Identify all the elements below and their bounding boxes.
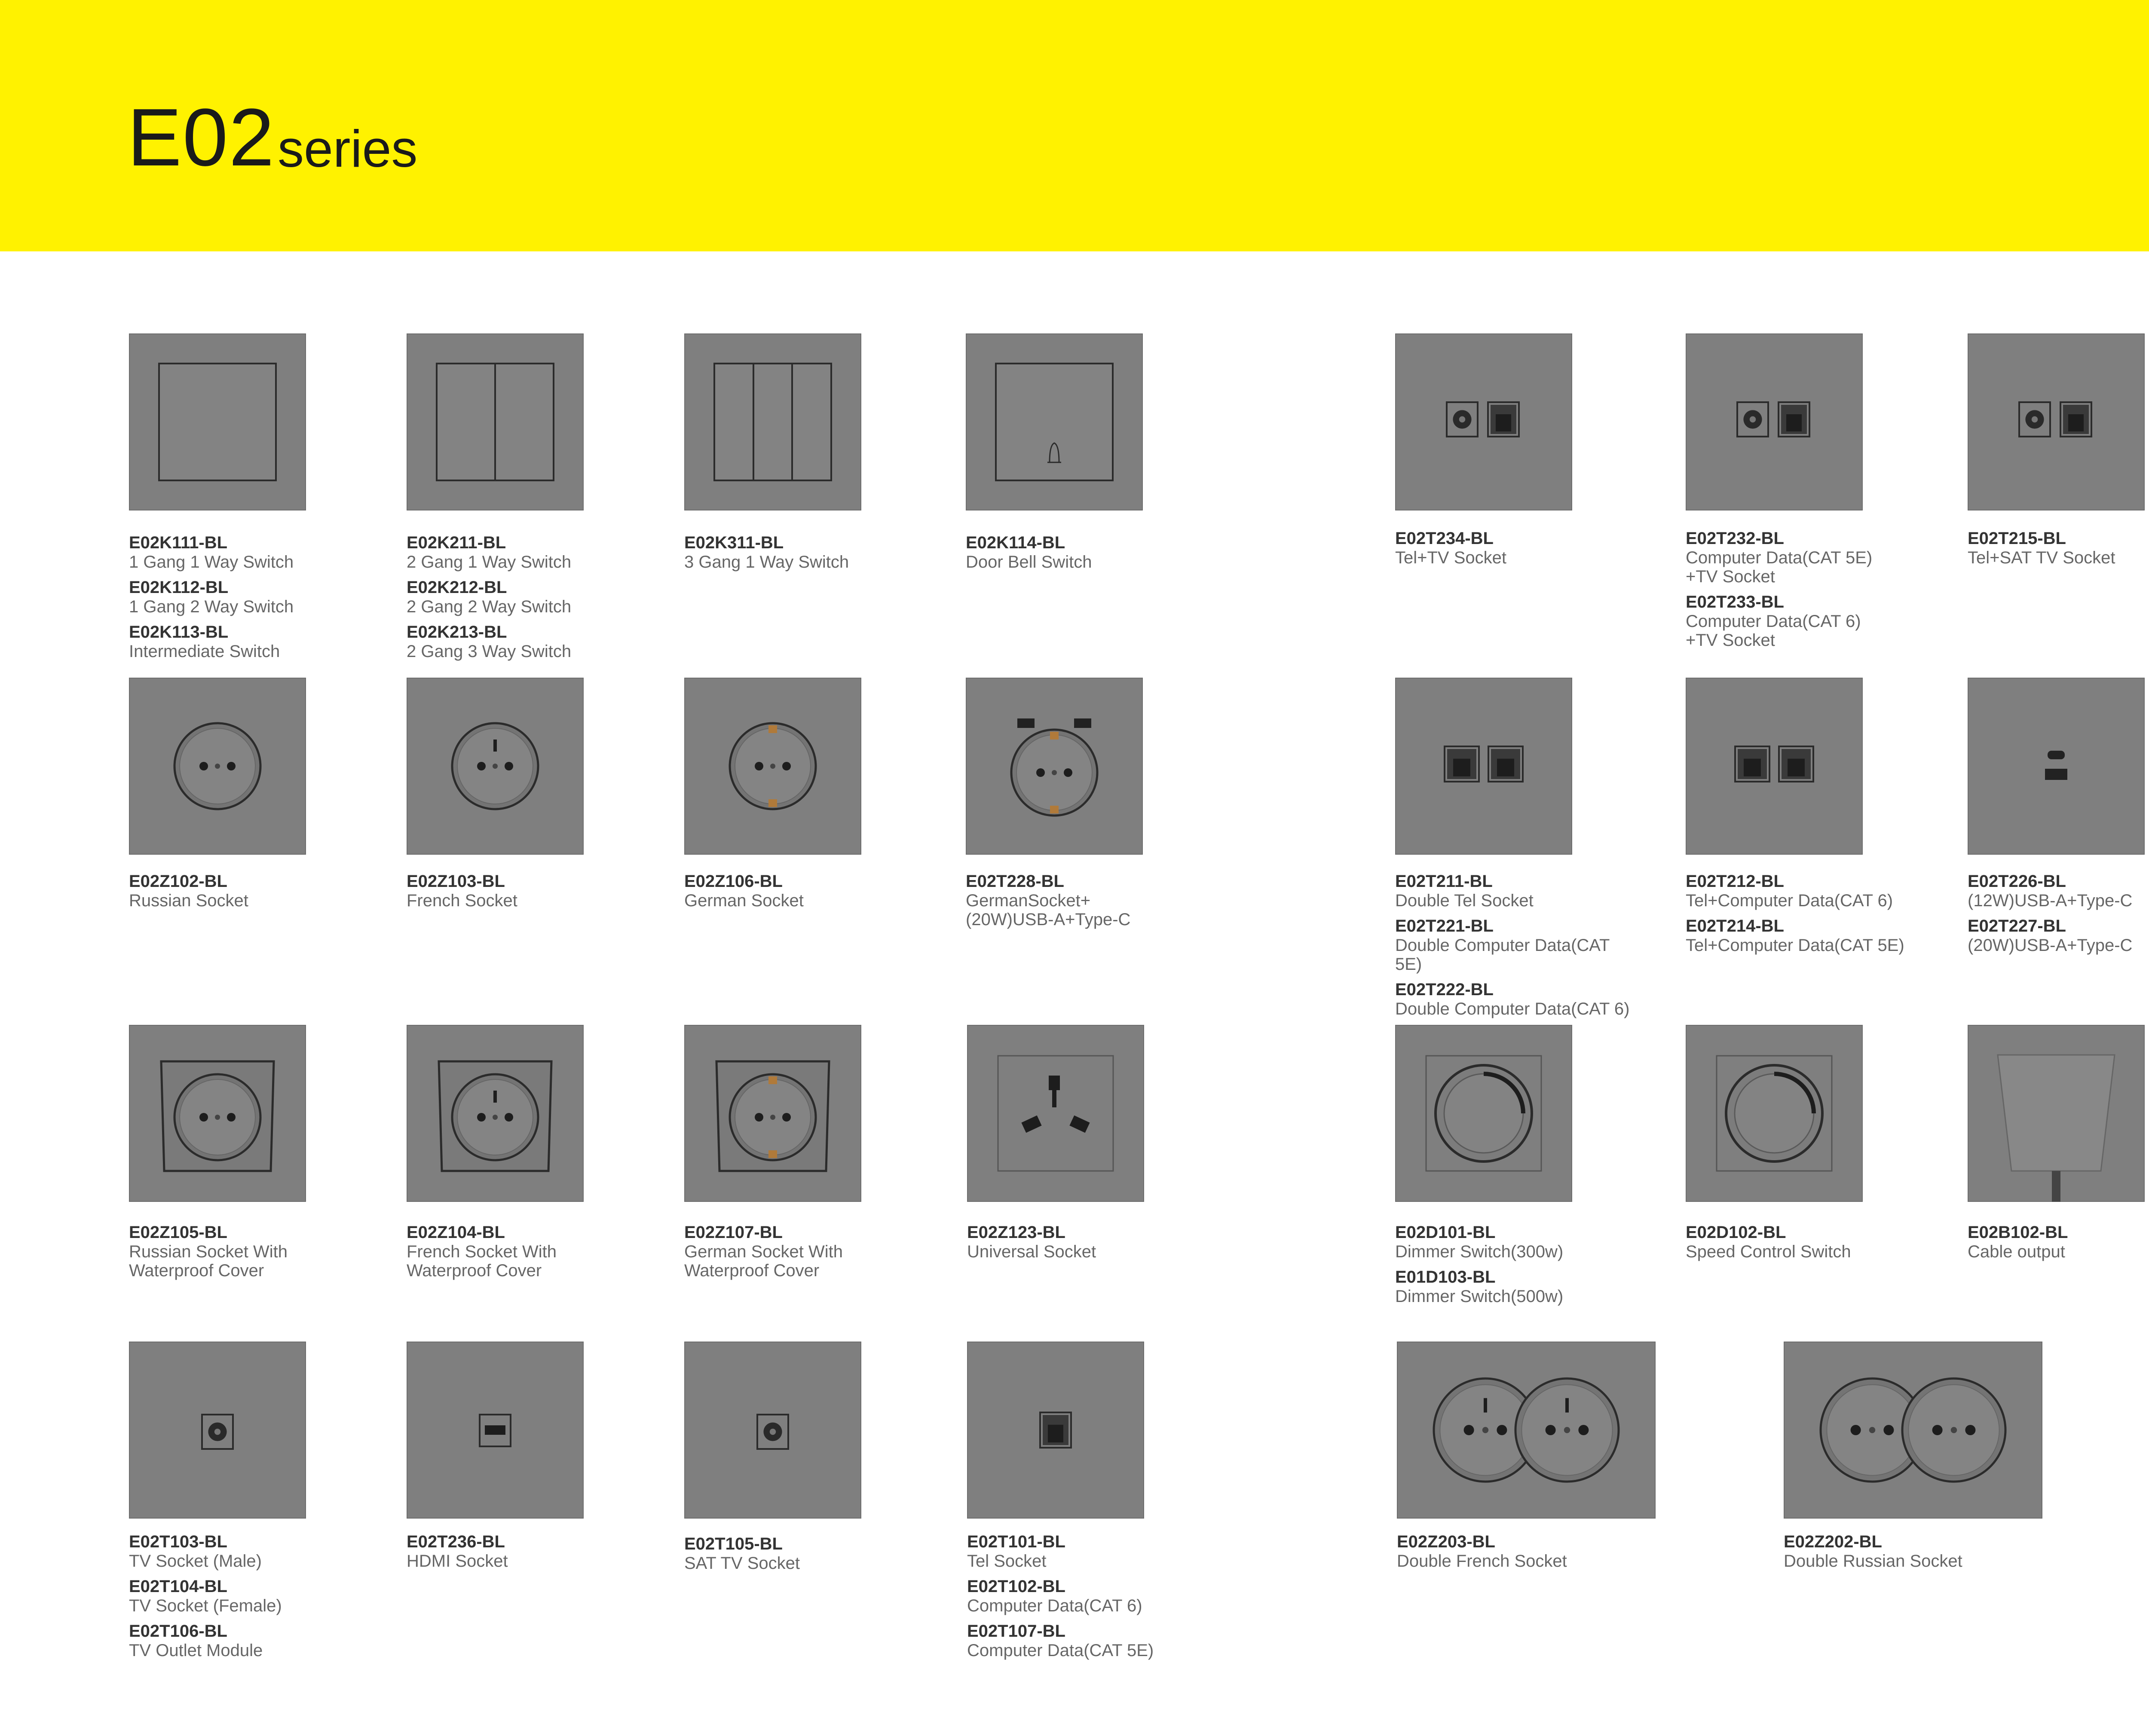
- product-caption-z203: [1397, 1532, 1638, 1577]
- product-illustration: [129, 1025, 306, 1202]
- product-illustration: [1397, 1342, 1656, 1519]
- product-image-z105: [129, 1025, 306, 1202]
- product-image-k311: [684, 333, 861, 510]
- product-caption-t226: [1968, 871, 2149, 961]
- product-description: German Socket With Waterproof Cover: [684, 1242, 843, 1280]
- product-illustration: [1395, 1025, 1572, 1202]
- product-illustration: [967, 1025, 1144, 1202]
- product-description: (12W)USB-A+Type-C: [1968, 891, 2133, 910]
- product-description: Double Computer Data(CAT 6): [1395, 999, 1630, 1018]
- product-image-t105: [684, 1342, 861, 1519]
- product-image-z107: [684, 1025, 861, 1202]
- product-caption-t232: [1686, 529, 1926, 656]
- product-description: SAT TV Socket: [684, 1554, 800, 1573]
- product-description: Double Tel Socket: [1395, 891, 1534, 910]
- product-caption-t228: [966, 871, 1206, 935]
- product-illustration: [684, 333, 861, 510]
- product-caption-z202: [1784, 1532, 2024, 1577]
- product-image-t236: [407, 1342, 584, 1519]
- product-illustration: [129, 333, 306, 510]
- product-description: Tel+TV Socket: [1395, 548, 1507, 567]
- product-image-d102: [1686, 1025, 1863, 1202]
- product-description: Double Russian Socket: [1784, 1552, 1962, 1571]
- product-code: E02K212-BL: [407, 578, 507, 597]
- product-illustration: [967, 1342, 1144, 1519]
- product-description: 2 Gang 1 Way Switch: [407, 553, 572, 572]
- product-caption-t103: [129, 1532, 370, 1666]
- product-code: E02T228-BL: [966, 872, 1064, 891]
- product-code: E02K114-BL: [966, 533, 1065, 552]
- product-description: Tel+SAT TV Socket: [1968, 548, 2115, 567]
- product-description: Door Bell Switch: [966, 553, 1092, 572]
- product-image-t211: [1395, 678, 1572, 855]
- product-code: E01D103-BL: [1395, 1268, 1496, 1287]
- product-code: E02K112-BL: [129, 578, 229, 597]
- product-description: Double French Socket: [1397, 1552, 1567, 1571]
- product-description: Universal Socket: [967, 1242, 1096, 1261]
- product-image-k111: [129, 333, 306, 510]
- product-image-t234: [1395, 333, 1572, 510]
- product-code: E02Z102-BL: [129, 872, 227, 891]
- product-code: E02Z203-BL: [1397, 1532, 1495, 1551]
- product-image-t103: [129, 1342, 306, 1519]
- product-illustration: [129, 1342, 306, 1519]
- product-description: 2 Gang 2 Way Switch: [407, 597, 572, 616]
- product-illustration: [1395, 333, 1572, 510]
- product-description: German Socket: [684, 891, 804, 910]
- product-caption-t211: [1395, 871, 1636, 1024]
- product-illustration: [407, 678, 584, 855]
- product-caption-d102: [1686, 1223, 1926, 1267]
- product-caption-t234: [1395, 529, 1636, 573]
- product-caption-z107: [684, 1223, 925, 1286]
- product-code: E02T107-BL: [967, 1622, 1065, 1641]
- product-code: E02T215-BL: [1968, 529, 2066, 548]
- product-description: Double Computer Data(CAT 5E): [1395, 936, 1610, 974]
- product-image-z202: [1784, 1342, 2042, 1519]
- product-caption-z102: [129, 871, 370, 916]
- product-image-t212: [1686, 678, 1863, 855]
- header-banner: [0, 0, 2149, 251]
- product-image-t232: [1686, 333, 1863, 510]
- product-code: E02B102-BL: [1968, 1223, 2068, 1242]
- product-code: E02T226-BL: [1968, 872, 2066, 891]
- product-illustration: [1686, 678, 1863, 855]
- product-illustration: [407, 1342, 584, 1519]
- product-illustration: [684, 1025, 861, 1202]
- product-description: HDMI Socket: [407, 1552, 508, 1571]
- product-description: French Socket: [407, 891, 517, 910]
- product-description: Tel Socket: [967, 1552, 1047, 1571]
- product-code: E02T222-BL: [1395, 980, 1494, 999]
- product-code: E02D101-BL: [1395, 1223, 1496, 1242]
- product-description: 1 Gang 1 Way Switch: [129, 553, 294, 572]
- product-description: Computer Data(CAT 5E): [967, 1641, 1154, 1660]
- product-code: E02T101-BL: [967, 1532, 1065, 1551]
- product-illustration: [684, 678, 861, 855]
- product-caption-z104: [407, 1223, 647, 1286]
- product-illustration: [1968, 678, 2145, 855]
- product-code: E02D102-BL: [1686, 1223, 1786, 1242]
- product-image-z106: [684, 678, 861, 855]
- product-image-k211: [407, 333, 584, 510]
- product-caption-b102: [1968, 1223, 2149, 1267]
- product-code: E02T211-BL: [1395, 872, 1493, 891]
- product-image-z203: [1397, 1342, 1656, 1519]
- product-image-t226: [1968, 678, 2145, 855]
- product-description: Dimmer Switch(500w): [1395, 1287, 1564, 1306]
- product-caption-t101: [967, 1532, 1208, 1666]
- product-description: Speed Control Switch: [1686, 1242, 1851, 1261]
- product-description: Dimmer Switch(300w): [1395, 1242, 1564, 1261]
- product-description: Computer Data(CAT 5E) +TV Socket: [1686, 548, 1873, 586]
- product-code: E02T233-BL: [1686, 593, 1784, 611]
- product-description: 1 Gang 2 Way Switch: [129, 597, 294, 616]
- product-description: Russian Socket With Waterproof Cover: [129, 1242, 288, 1280]
- product-code: E02K311-BL: [684, 533, 784, 552]
- product-description: French Socket With Waterproof Cover: [407, 1242, 557, 1280]
- product-code: E02T212-BL: [1686, 872, 1784, 891]
- product-image-d101: [1395, 1025, 1572, 1202]
- product-code: E02Z104-BL: [407, 1223, 505, 1242]
- product-code: E02T214-BL: [1686, 917, 1784, 935]
- product-code: E02T232-BL: [1686, 529, 1784, 548]
- product-illustration: [966, 333, 1143, 510]
- product-illustration: [1968, 333, 2145, 510]
- product-illustration: [129, 678, 306, 855]
- product-code: E02T106-BL: [129, 1622, 227, 1641]
- product-caption-t236: [407, 1532, 647, 1577]
- product-description: Cable output: [1968, 1242, 2065, 1261]
- product-caption-t212: [1686, 871, 1926, 961]
- product-illustration: [1968, 1025, 2145, 1202]
- product-image-b102: [1968, 1025, 2145, 1202]
- product-code: E02T104-BL: [129, 1577, 227, 1596]
- product-caption-z105: [129, 1223, 370, 1286]
- product-image-t228: [966, 678, 1143, 855]
- series-title: E02: [127, 92, 276, 183]
- product-description: Tel+Computer Data(CAT 5E): [1686, 936, 1904, 955]
- product-caption-k111: [129, 533, 370, 667]
- product-description: TV Socket (Female): [129, 1596, 282, 1615]
- product-illustration: [1686, 1025, 1863, 1202]
- product-description: TV Outlet Module: [129, 1641, 263, 1660]
- product-description: 3 Gang 1 Way Switch: [684, 553, 849, 572]
- product-illustration: [407, 333, 584, 510]
- product-code: E02Z123-BL: [967, 1223, 1065, 1242]
- product-code: E02T105-BL: [684, 1534, 783, 1553]
- product-code: E02K113-BL: [129, 623, 229, 642]
- product-caption-d101: [1395, 1223, 1636, 1312]
- product-code: E02Z106-BL: [684, 872, 783, 891]
- product-code: E02T236-BL: [407, 1532, 505, 1551]
- product-code: E02K211-BL: [407, 533, 506, 552]
- product-code: E02Z105-BL: [129, 1223, 227, 1242]
- product-illustration: [1686, 333, 1863, 510]
- product-description: 2 Gang 3 Way Switch: [407, 642, 572, 661]
- product-description: Tel+Computer Data(CAT 6): [1686, 891, 1893, 910]
- product-image-t215: [1968, 333, 2145, 510]
- product-code: E02K213-BL: [407, 623, 507, 642]
- product-caption-z103: [407, 871, 647, 916]
- product-code: E02T221-BL: [1395, 917, 1494, 935]
- product-description: Computer Data(CAT 6) +TV Socket: [1686, 612, 1861, 650]
- product-illustration: [684, 1342, 861, 1519]
- product-code: E02T103-BL: [129, 1532, 227, 1551]
- product-code: E02T102-BL: [967, 1577, 1065, 1596]
- product-code: E02T227-BL: [1968, 917, 2066, 935]
- product-illustration: [1784, 1342, 2042, 1519]
- product-description: Russian Socket: [129, 891, 248, 910]
- product-code: E02Z202-BL: [1784, 1532, 1882, 1551]
- product-code: E02Z107-BL: [684, 1223, 783, 1242]
- product-caption-k311: [684, 533, 925, 578]
- product-caption-t215: [1968, 529, 2149, 573]
- product-illustration: [1395, 678, 1572, 855]
- product-illustration: [407, 1025, 584, 1202]
- series-subtitle: series: [278, 119, 418, 178]
- product-image-z104: [407, 1025, 584, 1202]
- product-caption-z123: [967, 1223, 1208, 1267]
- product-code: E02K111-BL: [129, 533, 228, 552]
- product-description: (20W)USB-A+Type-C: [1968, 936, 2133, 955]
- product-code: E02Z103-BL: [407, 872, 505, 891]
- product-image-z102: [129, 678, 306, 855]
- product-description: TV Socket (Male): [129, 1552, 262, 1571]
- product-image-z123: [967, 1025, 1144, 1202]
- product-caption-k211: [407, 533, 647, 667]
- product-image-k114: [966, 333, 1143, 510]
- product-description: Computer Data(CAT 6): [967, 1596, 1142, 1615]
- product-caption-k114: [966, 533, 1206, 578]
- product-caption-z106: [684, 871, 925, 916]
- product-image-z103: [407, 678, 584, 855]
- product-code: E02T234-BL: [1395, 529, 1494, 548]
- product-description: GermanSocket+ (20W)USB-A+Type-C: [966, 891, 1131, 929]
- product-description: Intermediate Switch: [129, 642, 280, 661]
- product-image-t101: [967, 1342, 1144, 1519]
- product-caption-t105: [684, 1534, 925, 1579]
- product-illustration: [966, 678, 1143, 855]
